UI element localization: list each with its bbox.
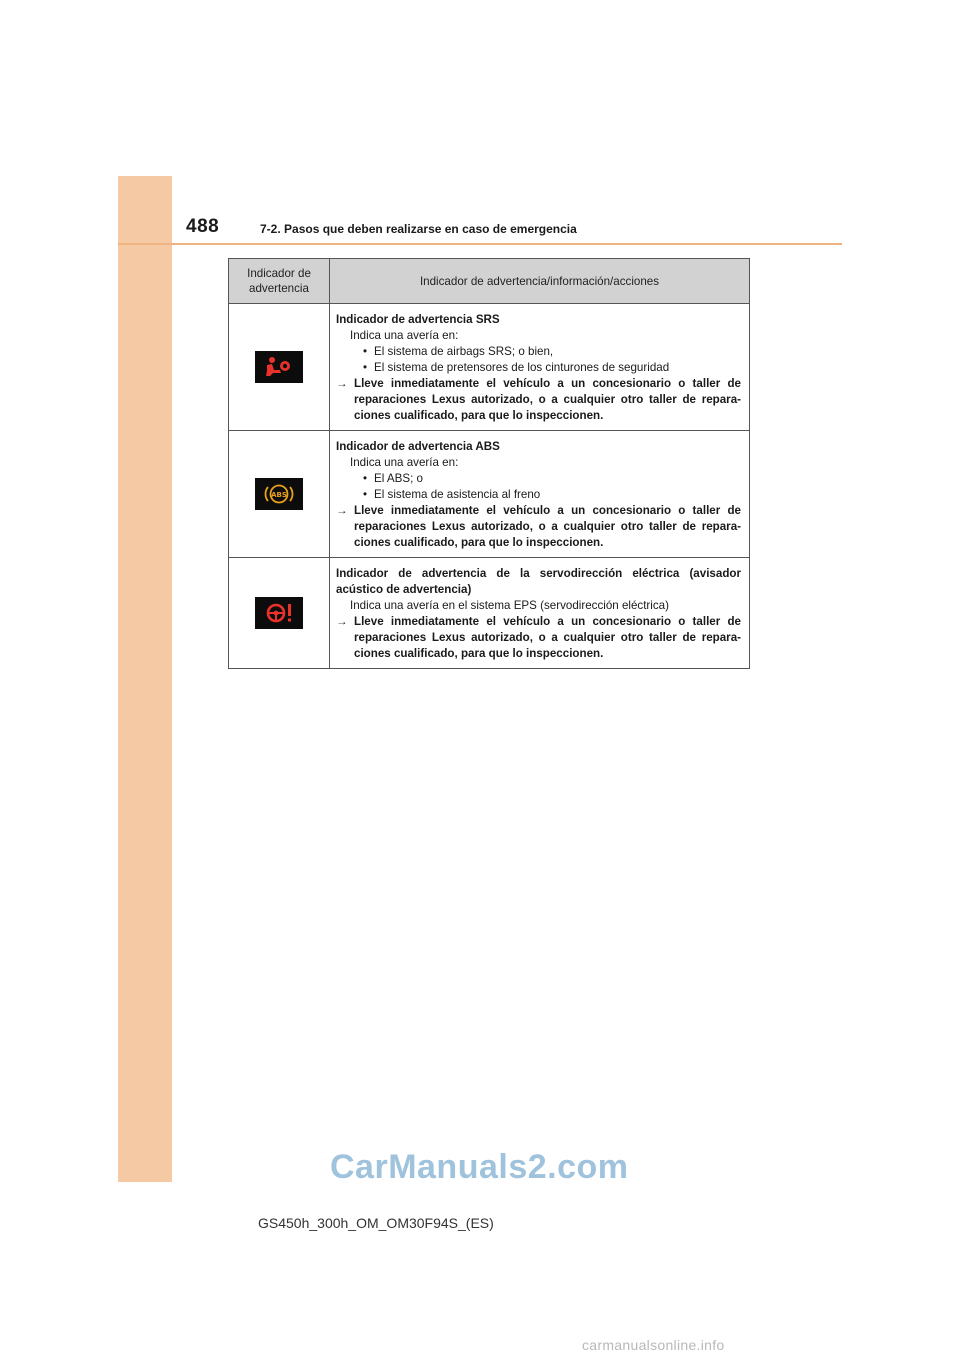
row-intro: Indica una avería en: xyxy=(350,456,459,469)
column-header-indicator: Indicador de advertencia xyxy=(229,259,330,304)
list-item: • El sistema de airbags SRS; o bien, xyxy=(336,344,741,360)
watermark-carmanuals2: CarManuals2.com xyxy=(330,1148,629,1186)
warning-indicator-table xyxy=(228,258,750,669)
row-intro: Indica una avería en: xyxy=(350,329,459,342)
table-row xyxy=(229,558,750,669)
row-action: → Lleve inmediatamente el vehículo a un concesionario o taller de reparaciones Lexus autorizado, o a cualquier otro taller de repara-ciones cualificado, para que lo inspeccionen. xyxy=(336,504,741,549)
list-item: • El sistema de pretensores de los cinturones de seguridad xyxy=(336,360,741,376)
icon-cell xyxy=(229,431,330,558)
row-title: Indicador de advertencia de la servodirección eléctrica (avisador acústico de advertencia) xyxy=(336,567,741,596)
footer-manual-code: GS450h_300h_OM_OM30F94S_(ES) xyxy=(258,1215,494,1231)
watermark-carmanualsonline: carmanualsonline.info xyxy=(582,1337,725,1353)
section-title: 7-2. Pasos que deben realizarse en caso de emergencia xyxy=(260,222,577,236)
row-title: Indicador de advertencia SRS xyxy=(336,313,500,326)
column-header-info: Indicador de advertencia/información/acciones xyxy=(330,259,750,304)
row-action: → Lleve inmediatamente el vehículo a un concesionario o taller de reparaciones Lexus autorizado, o a cualquier otro taller de repara-ciones cualificado, para que lo inspeccionen. xyxy=(336,615,741,660)
power-steering-warning-icon xyxy=(255,597,303,629)
side-color-band xyxy=(118,176,172,1182)
list-item: • El sistema de asistencia al freno xyxy=(336,487,741,503)
svg-text:ABS: ABS xyxy=(271,491,287,499)
page-number: 488 xyxy=(186,216,220,237)
info-cell xyxy=(330,558,750,669)
row-action: → Lleve inmediatamente el vehículo a un concesionario o taller de reparaciones Lexus autorizado, o a cualquier otro taller de repara-ciones cualificado, para que lo inspeccionen. xyxy=(336,377,741,422)
info-cell xyxy=(330,431,750,558)
row-title: Indicador de advertencia ABS xyxy=(336,440,500,453)
table-header-row xyxy=(229,259,750,304)
table-row xyxy=(229,304,750,431)
row-intro: Indica una avería en el sistema EPS (servodirección eléctrica) xyxy=(350,599,669,612)
table-row xyxy=(229,431,750,558)
icon-cell xyxy=(229,558,330,669)
info-cell xyxy=(330,304,750,431)
airbag-srs-warning-icon xyxy=(255,351,303,383)
abs-warning-icon xyxy=(255,478,303,510)
header-rule xyxy=(118,243,842,245)
icon-cell xyxy=(229,304,330,431)
list-item: • El ABS; o xyxy=(336,471,741,487)
